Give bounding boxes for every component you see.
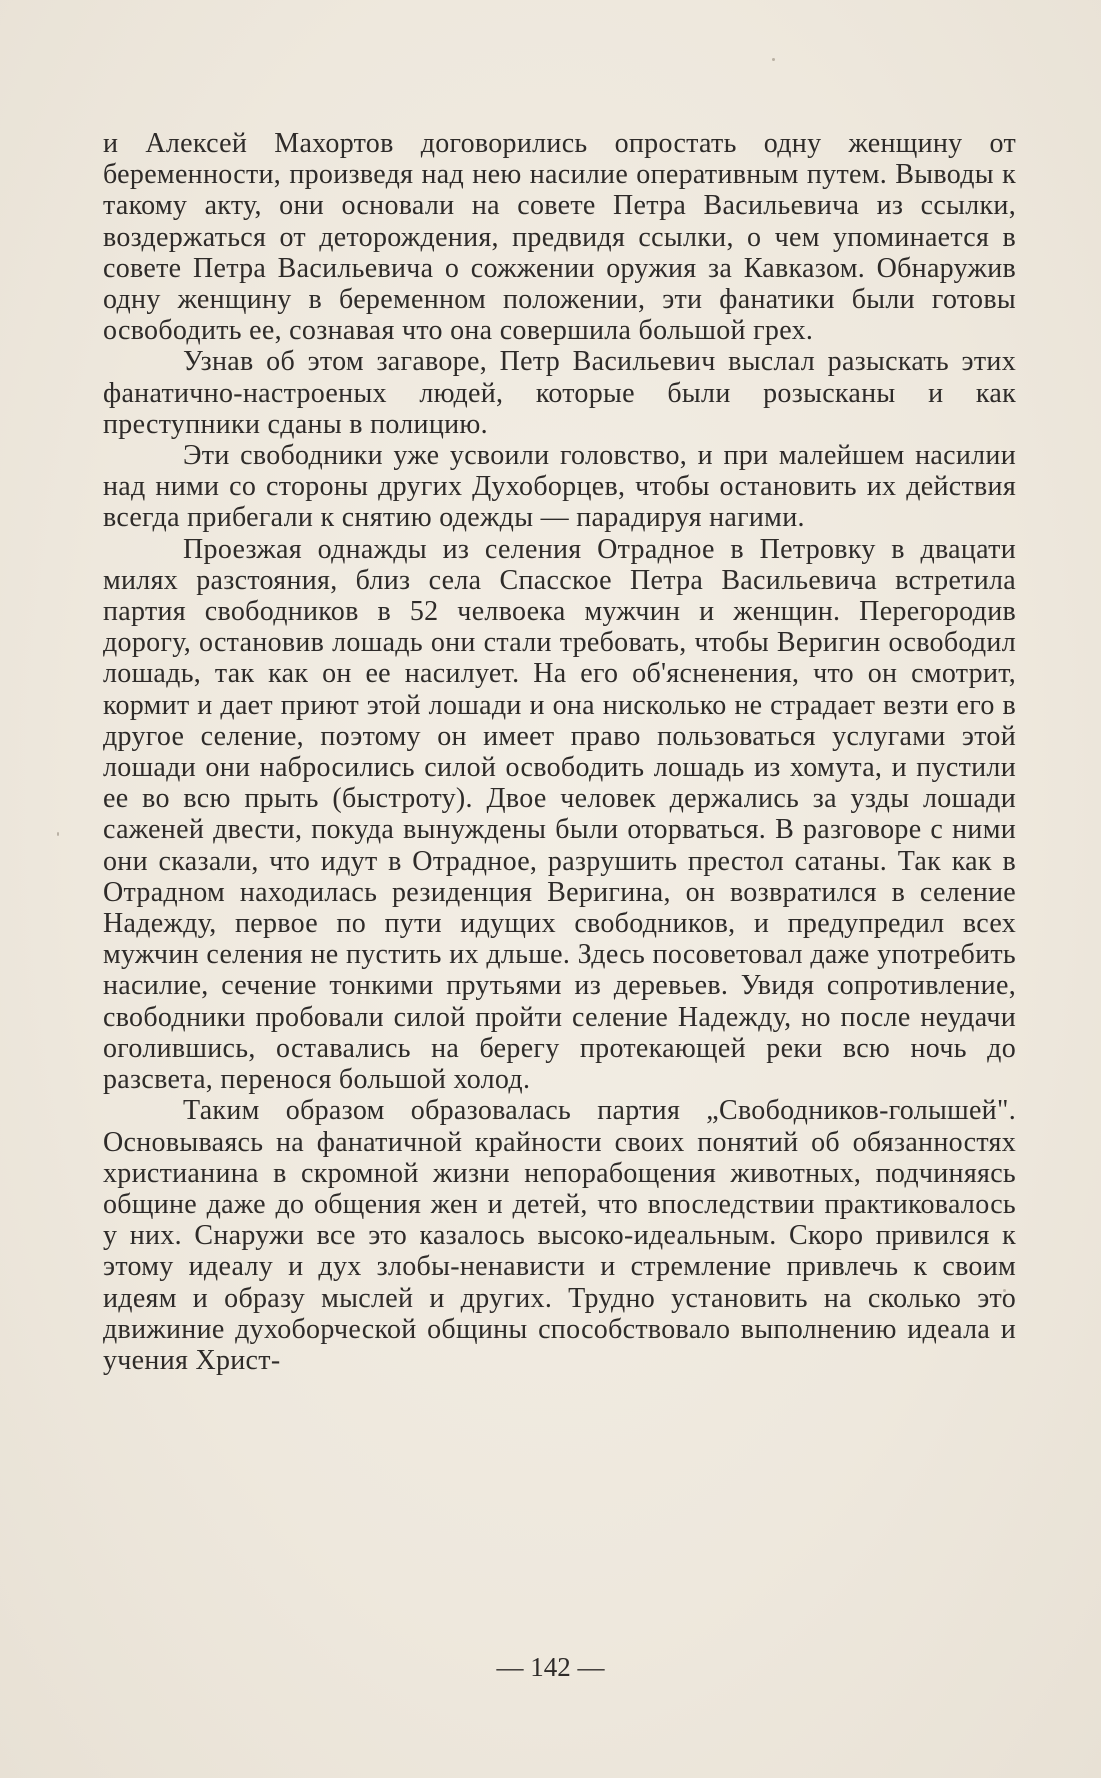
paragraph: и Алексей Махортов договорились опростать одну женщину от беременности, произведя над нею насилие оперативным путем. Выводы к такому акту, они основали на совете Петра Васильевича из ссылки, воздержаться от деторождения, предвидя ссылки, о чем упоминается в совете Петра Васильевича о сожжении оружия за Кавказом. Обнаружив одну женщину в беременном положении, эти фанатики были готовы освободить ее, сознавая что она совершила большой грех. (103, 128, 1016, 347)
paragraph: Таким образом образовалась партия „Свободников-голышей". Основываясь на фанатичной крайности своих понятий об обязанностях христианина в скромной жизни непорабощения животных, подчиняясь общине даже до общения жен и детей, что впоследствии практиковалось у них. Снаружи все это казалось высоко-идеальным. Скоро привился к этому идеалу и дух злобы-ненависти и стремление привлечь к своим идеям и образу мыслей и других. Трудно установить на сколько это движиние духоборческой общины способствовало выполнению идеала и учения Христ- (103, 1095, 1016, 1376)
paper-speck (57, 832, 59, 836)
paper-speck (772, 58, 775, 61)
paragraph: Эти свободники уже усвоили головство, и при малейшем насилии над ними со стороны других Духоборцев, чтобы остановить их действия всегда прибегали к снятию одежды — парадируя нагими. (103, 440, 1016, 534)
page-number: — 142 — (496, 1652, 605, 1682)
paragraph: Проезжая однажды из селения Отрадное в Петровку в двацати милях разстояния, близ села Спасское Петра Васильевича встретила партия свободников в 52 челвоека мужчин и женщин. Перегородив дорогу, остановив лошадь они стали требовать, чтобы Веригин освободил лошадь, так как он ее насилует. На его об'ясненения, что он смотрит, кормит и дает приют этой лошади и она нисколько не страдает везти его в другое селение, поэтому он имеет право пользоваться услугами этой лошади они набросились силой освободить лошадь из хомута, и пустили ее во всю прыть (быстроту). Двое человек держались за узды лошади саженей двести, покуда вынуждены были оторваться. В разговоре с ними они сказали, что идут в Отрадное, разрушить престол сатаны. Так как в Отрадном находилась резиденция Веригина, он возвратился в селение Надежду, первое по пути идущих свободников, и предупредил всех мужчин селения не пустить их дльше. Здесь посоветовал даже употребить насилие, сечение тонкими прутьями из деревьев. Увидя сопротивление, свободники пробовали силой пройти селение Надежду, но после неудачи оголившись, оставались на берегу протекающей реки всю ночь до разсвета, перенося большой холод. (103, 533, 1016, 1096)
paragraph: Узнав об этом загаворе, Петр Васильевич выслал разыскать этих фанатично-настроеных людей, которые были розысканы и как преступники сданы в полицию. (103, 346, 1016, 440)
body-text (103, 128, 1016, 1376)
